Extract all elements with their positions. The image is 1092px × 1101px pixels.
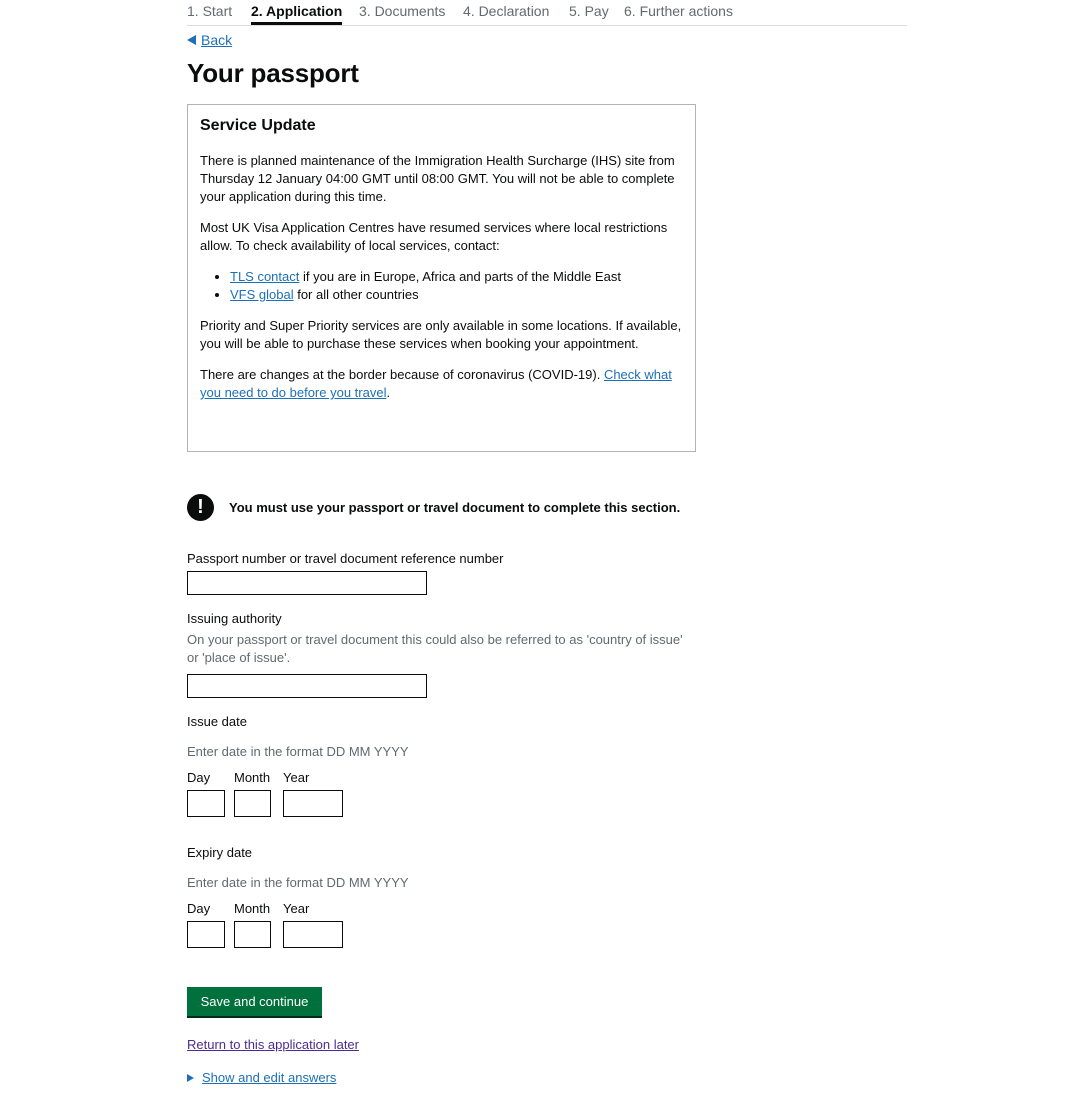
service-update-panel [187,104,696,452]
issue-year-input[interactable] [283,790,343,817]
expiry-month-label: Month [234,901,271,916]
notice-paragraph-covid [200,366,683,402]
list-item-text: if you are in Europe, Africa and parts of the Middle East [299,269,621,284]
contact-list [200,268,683,304]
page-title: Your passport [187,58,359,88]
notice-paragraph-maintenance: There is planned maintenance of the Immigration Health Surcharge (IHS) site from Thursday 12 January 04:00 GMT until 08:00 GMT. You will not be able to complete your application during this time. [200,153,675,204]
expiry-year-input[interactable] [283,921,343,948]
expiry-month-input[interactable] [234,921,271,948]
expiry-date-label: Expiry date [187,845,253,860]
list-item [230,286,683,304]
notice-title: Service Update [200,117,316,134]
step-application-label: 2. Application [251,3,343,19]
issue-day-label: Day [187,770,211,785]
step-documents: 3. Documents [359,3,446,19]
passport-number-input[interactable] [187,571,427,595]
covid-check-link[interactable]: Check what you need to do before you travel [200,367,672,400]
warning-callout [187,494,680,521]
issuing-authority-input[interactable] [187,674,427,698]
expiry-year-label: Year [283,901,310,916]
issuing-authority-hint: On your passport or travel document this could also be referred to as 'country of issue' or 'place of issue'. [187,632,683,665]
issue-date-label: Issue date [187,714,247,729]
show-answers-label: Show and edit answers [202,1070,337,1085]
step-pay: 5. Pay [569,3,609,19]
show-answers-toggle[interactable] [187,1070,336,1085]
covid-text: There are changes at the border because of coronavirus (COVID-19). [200,367,604,382]
passport-number-label: Passport number or travel document reference number [187,551,504,566]
disclosure-triangle-icon [187,1074,194,1082]
step-start: 1. Start [187,3,233,19]
issue-year-label: Year [283,770,310,785]
expiry-day-label: Day [187,901,211,916]
back-arrow-icon [187,35,196,45]
list-item-text: for all other countries [293,287,419,302]
save-and-continue-button[interactable]: Save and continue [187,987,322,1016]
warning-text: You must use your passport or travel document to complete this section. [229,500,681,515]
issue-month-input[interactable] [234,790,271,817]
covid-text-end: . [386,385,391,400]
issuing-authority-label: Issuing authority [187,611,282,626]
back-link-label: Back [201,32,233,48]
issue-day-input[interactable] [187,790,225,817]
step-further-actions: 6. Further actions [624,3,733,19]
vfs-global-link[interactable]: VFS global [230,287,294,302]
step-navigation [187,0,907,26]
notice-paragraph-centres: Most UK Visa Application Centres have resumed services where local restrictions allow. To check availability of local services, contact: [200,220,668,253]
active-step-underline [251,22,342,25]
return-later-link[interactable]: Return to this application later [187,1037,359,1052]
issue-date-hint: Enter date in the format DD MM YYYY [187,744,409,759]
issue-month-label: Month [234,770,271,785]
notice-paragraph-priority: Priority and Super Priority services are only available in some locations. If available, you will be able to purchase these services when booking your appointment. [200,318,682,351]
tls-contact-link[interactable]: TLS contact [230,269,300,284]
back-link[interactable] [187,32,232,48]
step-application [251,3,342,19]
expiry-day-input[interactable] [187,921,225,948]
expiry-date-hint: Enter date in the format DD MM YYYY [187,875,409,890]
step-declaration: 4. Declaration [463,3,550,19]
list-item [230,268,683,286]
warning-icon: ! [187,494,214,521]
